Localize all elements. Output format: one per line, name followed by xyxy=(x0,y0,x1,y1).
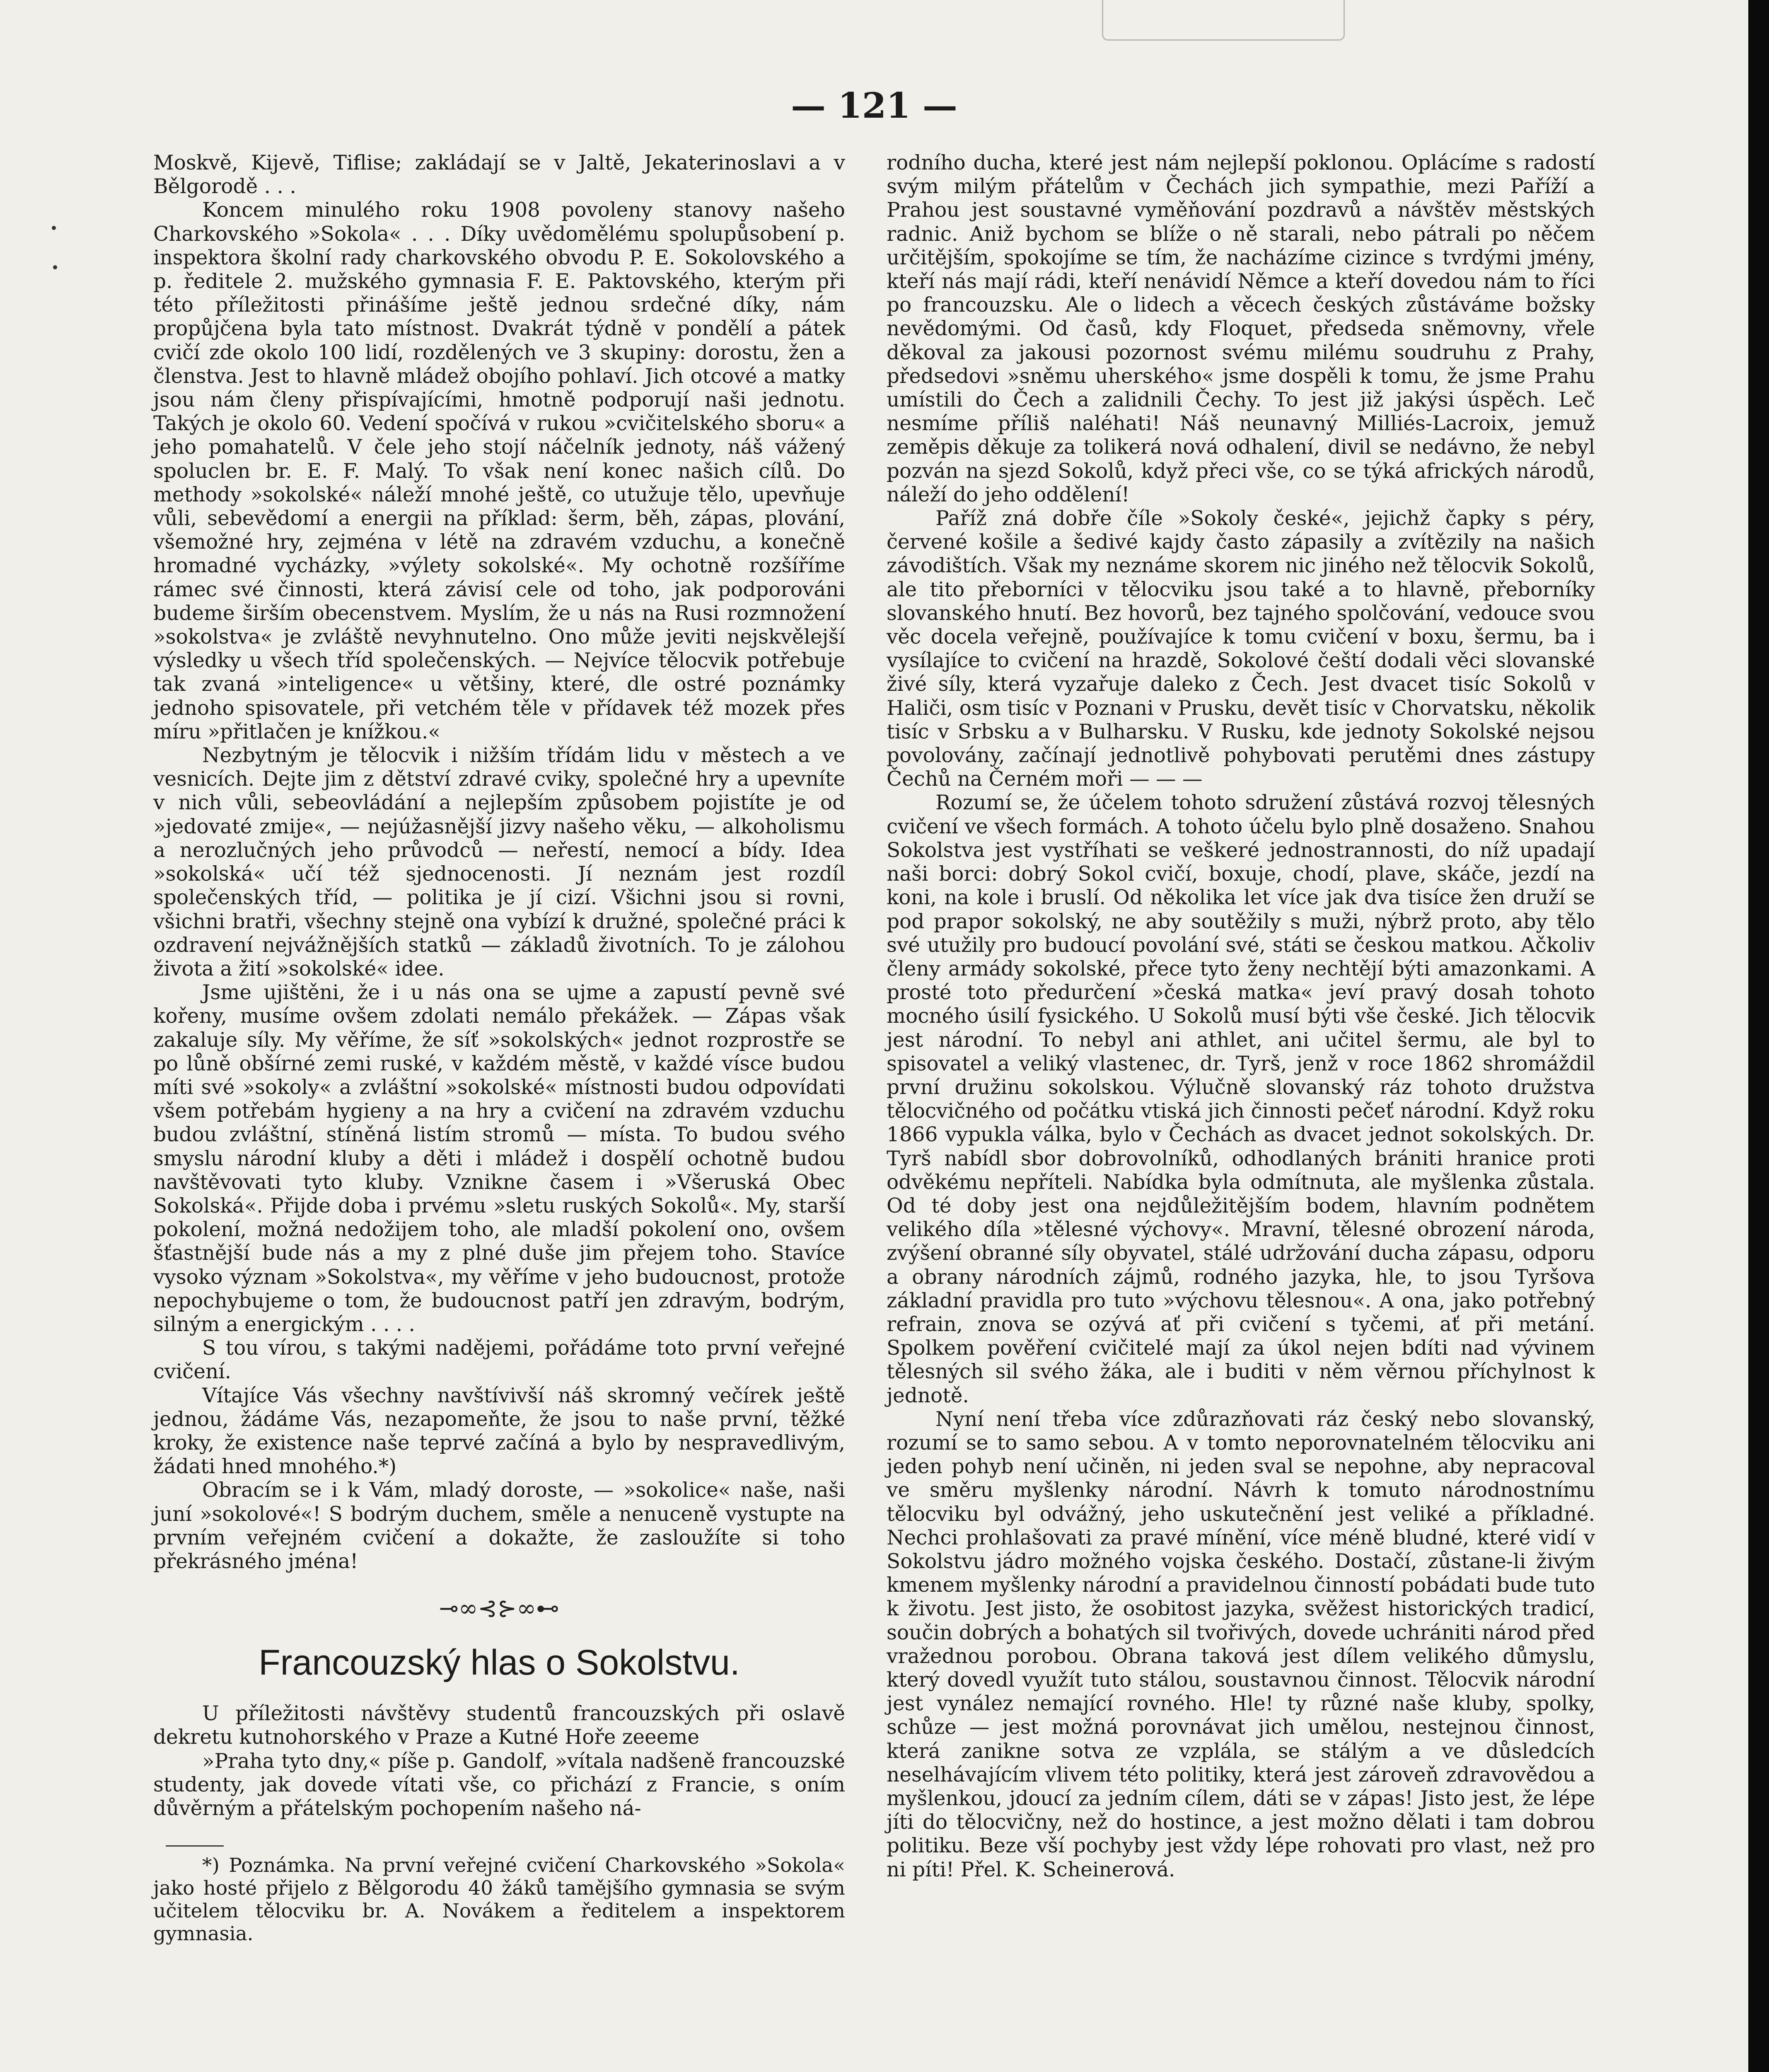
scan-corner-marker xyxy=(1102,0,1345,41)
paragraph: Nyní není třeba více zdůrazňovati ráz český nebo slovanský, rozumí se to samo sebou. A v tomto neporovnatelném tělocviku ani jeden pohyb není učiněn, ni jeden sval se nepohne, aby nepracoval ve směru myšlenky národní. Návrh k tomuto národnostnímu tělocviku byl odvážný, jeho uskutečnění jest veliké a příkladné. Nechci prohlašovati za pravé mínění, více méně bludné, které vidí v Sokolstvu jádro možného vojska českého. Dostačí, zůstane-li živým kmenem myšlenky národní a pravidelnou činností pobádati bude tuto k životu. Jest jisto, že osobitost jazyka, svěžest historických tradicí, součin dobrých a bohatých sil tvořivých, dovede uchrániti národ před vražednou porobou. Obrana taková jest dílem velikého důmyslu, který dovedl využít tuto stálou, soustavnou činnost. Tělocvik národní jest vynález nemající rovného. Hle! ty různé naše kluby, spolky, schůze — jest možná porovnávat jich umělou, nestejnou činnost, která zanikne sotva ze vzplála, se stálým a ve důsledcích neselhávajícím vlivem této politiky, která jest zároveň zdravovědou a myšlenkou, jdoucí za jedním cílem, dáti se v zápas! Jisto jest, že lépe jíti do tělocvičny, než do hostince, a jest možno dělati i tam dobrou politiku. Beze vší pochyby jest vždy lépe rohovati pro vlast, než pro ni píti! Přel. K. Scheinerová. xyxy=(887,1407,1595,1881)
left-column xyxy=(153,151,845,1945)
footnote-divider xyxy=(166,1845,224,1847)
paragraph: Rozumí se, že účelem tohoto sdružení zůstává rozvoj tělesných cvičení ve všech formách. A tohoto účelu bylo plně dosaženo. Snahou Sokolstva jest vystříhati se veškeré jednostrannosti, do níž upadají naši borci: dobrý Sokol cvičí, boxuje, chodí, plave, skáče, jezdí na koni, na kole i bruslí. Od několika let více jak dva tisíce žen druží se pod prapor sokolský, ne aby soutěžily s muži, nýbrž proto, aby tělo své utužily pro budoucí povolání své, státi se českou matkou. Ačkoliv členy armády sokolské, přece tyto ženy nechtějí býti amazonkami. A prosté toto předurčení »česká matka« jeví pravý dosah tohoto mocného úsilí fysického. U Sokolů musí býti vše české. Jich tělocvik jest národní. To nebyl ani athlet, ani učitel šermu, ale byl to spisovatel a veliký vlastenec, dr. Tyrš, jenž v roce 1862 shromáždil první družinu sokolskou. Výlučně slovanský ráz tohoto družstva tělocvičného od počátku vtiská jich činnosti pečeť národní. Když roku 1866 vypukla válka, bylo v Čechách as dvacet jednot sokolských. Dr. Tyrš nabídl sbor dobrovolníků, odhodlaných brániti hranice proti odvěkému nepříteli. Nabídka byla odmítnuta, ale myšlenka zůstala. Od té doby jest ona nejdůležitějším bodem, hlavním podnětem velikého díla »tělesné výchovy«. Mravní, tělesné obrození národa, zvýšení obranné síly obyvatel, stálé udržování ducha zápasu, odporu a obrany národních zájmů, rodného jazyka, hle, to jsou Tyršova základní pravidla pro tuto »výchovu tělesnou«. A ona, jako potřebný refrain, znova se ozývá ať při cvičení s tyčemi, ať při metání. Spolkem pověření cvičitelé mají za úkol nejen bdíti nad vývinem tělesných sil svého žáka, ale i buditi v něm věrnou příchylnost k jednotě. xyxy=(887,791,1595,1407)
paragraph: Paříž zná dobře číle »Sokoly české«, jejichž čapky s péry, červené košile a šedivé kajdy často zápasily a zvítězily na našich závodištích. Však my neznáme skorem nic jiného než tělocvik Sokolů, ale tito přeborníci v tělocviku jsou také a to hlavně, přeborníky slovanského hnutí. Bez hovorů, bez tajného spolčování, vedouce svou věc docela veřejně, používajíce k tomu cvičení v boxu, šermu, ba i vysílajíce to cvičení na hrazdě, Sokolové čeští dodali věci slovanské živé síly, která vyzařuje daleko z Čech. Jest dvacet tisíc Sokolů v Haliči, osm tisíc v Poznani v Prusku, devět tisíc v Chorvatsku, několik tisíc v Srbsku a v Bulharsku. V Rusku, kde jednoty Sokolské nejsou povolovány, začínají jednotlivě pohybovati perutěmi dnes zástupy Čechů na Černém moři — — — xyxy=(887,507,1595,791)
paragraph: Koncem minulého roku 1908 povoleny stanovy našeho Charkovského »Sokola« . . . Díky uvědomělému spolupůsobení p. inspektora školní rady charkovského obvodu P. E. Sokolovského a p. ředitele 2. mužského gymnasia F. E. Paktovského, kterým při této příležitosti přinášíme ještě jednou srdečné díky, nám propůjčena byla tato místnost. Dvakrát týdně v pondělí a pátek cvičí zde okolo 100 lidí, rozdělených ve 3 skupiny: dorostu, žen a členstva. Jest to hlavně mládež obojího pohlaví. Jich otcové a matky jsou nám členy přispívajícími, hmotně podporují naši jednotu. Takých je okolo 60. Vedení spočívá v rukou »cvičitelského sboru« a jeho pomahatelů. V čele jeho stojí náčelník jednoty, náš vážený spoluclen br. E. F. Malý. To však není konec našich cílů. Do methody »sokolské« náleží mnohé ještě, co utužuje tělo, upevňuje vůli, sebevědomí a energii na příklad: šerm, běh, zápas, plování, všemožné hry, zejména v létě na zdravém vzduchu, a konečně hromadné vycházky, »výlety sokolské«. My ochotně rozšíříme rámec své činnosti, která závisí cele od toho, jak podporováni budeme širším obecenstvem. Myslím, že u nás na Rusi rozmnožení »sokolstva« je zvláště nevyhnutelno. Ono může jeviti nejskvělejší výsledky u všech tříd společenských. — Nejvíce tělocvik potřebuje tak zvaná »inteligence« u většiny, které, dle ostré poznámky jednoho spisovatele, při vetchém těle v přídavek též mozek přes míru »přitlačen je knížkou.« xyxy=(153,198,845,743)
paragraph: Moskvě, Kijevě, Tiflise; zakládají se v Jaltě, Jekaterinoslavi a v Bělgorodě . . . xyxy=(153,151,845,198)
footnote: *) Poznámka. Na první veřejné cvičení Charkovského »Sokola« jako hosté přijelo z Bělgorodu 40 žáků tamějšího gymnasia se svým učitelem tělocviku br. A. Novákem a ředitelem a inspektorem gymnasia. xyxy=(153,1854,845,1946)
scan-speck xyxy=(52,226,56,230)
paragraph: U příležitosti návštěvy studentů francouzských při oslavě dekretu kutnohorského v Praze a Kutné Hoře zeeeme xyxy=(153,1702,845,1749)
paragraph: Vítajíce Vás všechny navštívivší náš skromný večírek ještě jednou, žádáme Vás, nezapomeňte, že jsou to naše první, těžké kroky, že existence naše teprvé začíná a bylo by nespravedlivým, žádati hned mnohého.*) xyxy=(153,1384,845,1479)
paragraph: »Praha tyto dny,« píše p. Gandolf, »vítala nadšeně francouzské studenty, jak dovede vítati vše, co přichází z Francie, s oním důvěrným a přátelským pochopením našeho ná- xyxy=(153,1749,845,1820)
paragraph: Nezbytným je tělocvik i nižším třídám lidu v městech a ve vesnicích. Dejte jim z dětství zdravé cviky, společné hry a upevníte v nich vůli, sebeovládání a nejlepším způsobem pojistíte je od »jedovaté zmije«, — nejúžasnější jizvy našeho věku, — alkoholismu a nerozlučných jeho průvodců — neřestí, nemocí a bídy. Idea »sokolská« učí též sjednocenosti. Jí neznám jest rozdíl společenských tříd, — politika je jí cizí. Všichni jsou si rovni, všichni bratři, všechny stejně ona vybízí k družné, společné práci k ozdravení nejvážnějších statků — základů životních. To je zálohou života a žití »sokolské« idee. xyxy=(153,744,845,980)
paragraph: Jsme ujištěni, že i u nás ona se ujme a zapustí pevně své kořeny, musíme ovšem zdolati nemálo překážek. — Zápas však zakaluje síly. My věříme, že síť »sokolských« jednot rozprostře se po lůně obšírné zemi ruské, v každém městě, v každé vísce budou míti své »sokoly« a zvláštní »sokolské« místnosti budou odpovídati všem potřebám hygieny a na hry a cvičení na zdravém vzduchu budou zvláštní, stíněná listím stromů — místa. To budou svého smyslu národní kluby a děti i mládež i dospělí ochotně budou navštěvovati tyto kluby. Vznikne časem i »Všeruská Obec Sokolská«. Přijde doba i prvému »sletu ruských Sokolů«. My, starší pokolení, možná nedožijem toho, ale mladší pokolení ono, ovšem šťastnější bude nás a my z plné duše jim přejem toho. Stavíce vysoko význam »Sokolstva«, my věříme v jeho budoucnost, protože nepochybujeme o tom, že budoucnost patří jen zdravým, bodrým, silným a energickým . . . . xyxy=(153,981,845,1336)
paragraph: S tou vírou, s takými nadějemi, pořádáme toto první veřejné cvičení. xyxy=(153,1336,845,1384)
page-number: — 121 — xyxy=(791,85,957,126)
paragraph: rodního ducha, které jest nám nejlepší poklonou. Oplácíme s radostí svým milým přátelům v Čechách jich sympathie, mezi Paříží a Prahou jest soustavné vyměňování pozdravů a návštěv městských radnic. Aniž bychom se blíže o ně starali, nebo pátrali po něčem určitějším, spokojíme se tím, že nacházíme cizince s tvrdými jmény, kteří nás mají rádi, kteří nenávidí Němce a kteří dovedou nám to říci po francouzsku. Ale o lidech a věcech českých zůstáváme božsky nevědomými. Od časů, kdy Floquet, předseda sněmovny, vřele děkoval za jakousi pozornost svému milému soudruhu z Prahy, předsedovi »sněmu uherského« jsme dospěli k tomu, že jsme Prahu umístili do Čech a zalidnili Čechy. To jest již jakýsi úspěch. Leč nesmíme příliš naléhati! Náš neunavný Milliés-Lacroix, jemuž zeměpis děkuje za tolikerá nová odhalení, divil se nedávno, že nebyl pozván na sjezd Sokolů, když přeci vše, co se týká afrických národů, náleží do jeho oddělení! xyxy=(887,151,1595,506)
scan-speck xyxy=(53,265,57,269)
right-column xyxy=(887,151,1595,1882)
section-ornament: ⊸∞⊰⊱∞⊷ xyxy=(439,1595,560,1622)
paragraph: Obracím se i k Vám, mladý doroste, — »sokolice« naše, naši juní »sokolové«! S bodrým duchem, směle a nenuceně vystupte na prvním veřejném cvičení a dokažte, že zasloužíte si toho překrásného jména! xyxy=(153,1479,845,1573)
article-title: Francouzský hlas o Sokolstvu. xyxy=(259,1643,740,1683)
